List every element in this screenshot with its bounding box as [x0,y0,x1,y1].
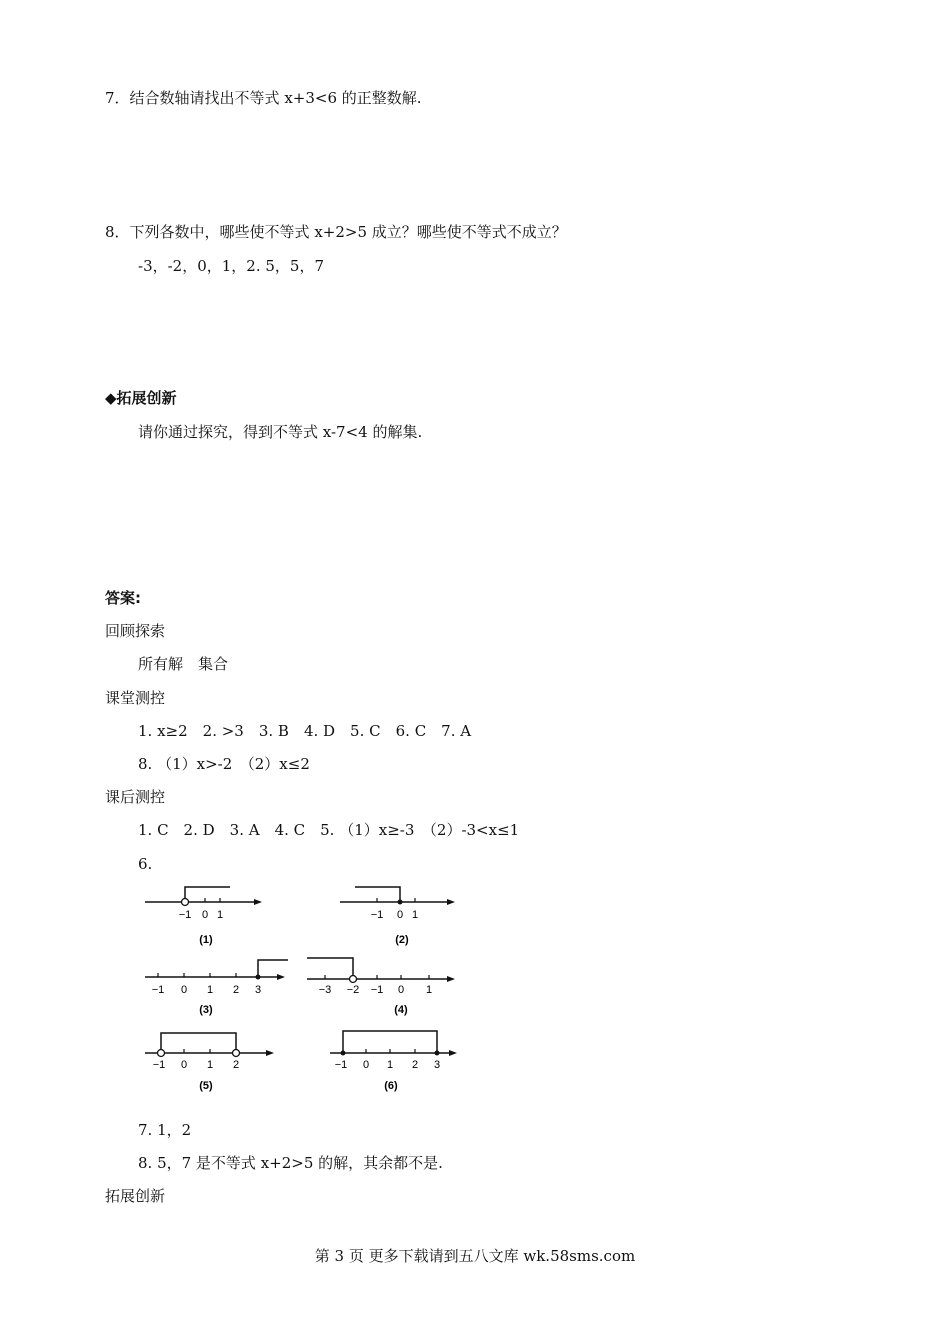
review-heading: 回顾探索 [105,622,166,640]
extension-answer-heading: 拓展创新 [105,1187,166,1205]
after-answer-6: 6. [138,855,153,873]
tick-label: 0 [397,984,405,996]
tick-label: 0 [180,984,188,996]
tick-label: 1 [216,909,224,921]
tick-label: 1 [386,1059,394,1071]
tick-label: 0 [180,1059,188,1071]
after-answers-line-1: 1. C 2. D 3. A 4. C 5. （1）x≥-3 （2）-3<x≤1 [138,821,520,839]
after-answer-8: 8. 5，7 是不等式 x+2>5 的解，其余都不是. [138,1154,443,1172]
tick-label: 0 [396,909,404,921]
diagram-caption: (5) [199,1080,213,1092]
question-8-numbers: -3，-2，0，1，2. 5，5，7 [138,257,325,275]
tick-label: −2 [346,984,360,996]
tick-label: −1 [334,1059,348,1071]
extension-heading: ◆拓展创新 [105,389,177,407]
tick-label: −1 [178,909,192,921]
tick-label: −1 [152,1059,166,1071]
tick-label: −1 [151,984,165,996]
number-line-5 [140,1025,280,1099]
tick-label: −1 [370,909,384,921]
answers-heading: 答案: [105,589,141,607]
page-footer: 第 3 页 更多下载请到五八文库 wk.58sms.com [314,1247,636,1265]
number-line-3 [140,955,295,1029]
diagram-caption: (4) [394,1004,408,1016]
tick-label: 2 [232,1059,240,1071]
number-line-1 [140,880,270,954]
number-line-6 [325,1025,465,1099]
after-answer-7: 7. 1，2 [138,1121,192,1139]
tick-label: 2 [232,984,240,996]
class-heading: 课堂测控 [105,689,166,707]
diagram-caption: (2) [395,934,409,946]
diagram-caption: (1) [199,934,213,946]
number-line-2 [335,880,465,954]
tick-label: −3 [318,984,332,996]
extension-text: 请你通过探究，得到不等式 x-7<4 的解集. [138,423,423,441]
review-answer: 所有解 集合 [138,655,229,673]
tick-label: 3 [254,984,262,996]
diagram-caption: (6) [384,1080,398,1092]
question-7: 7．结合数轴请找出不等式 x+3<6 的正整数解. [105,89,422,107]
question-8: 8．下列各数中，哪些使不等式 x+2>5 成立？哪些使不等式不成立？ [105,223,567,241]
class-answers-line-1: 1. x≥2 2. >3 3. B 4. D 5. C 6. C 7. A [138,722,472,740]
tick-label: 1 [411,909,419,921]
tick-label: 1 [206,984,214,996]
tick-label: 2 [411,1059,419,1071]
tick-label: 0 [362,1059,370,1071]
tick-label: 1 [425,984,433,996]
tick-label: 3 [433,1059,441,1071]
after-heading: 课后测控 [105,788,166,806]
tick-label: −1 [370,984,384,996]
diagram-caption: (3) [199,1004,213,1016]
class-answers-line-2: 8. （1）x>-2 （2）x≤2 [138,755,310,773]
tick-label: 0 [201,909,209,921]
tick-label: 1 [206,1059,214,1071]
number-line-4 [305,955,465,1029]
